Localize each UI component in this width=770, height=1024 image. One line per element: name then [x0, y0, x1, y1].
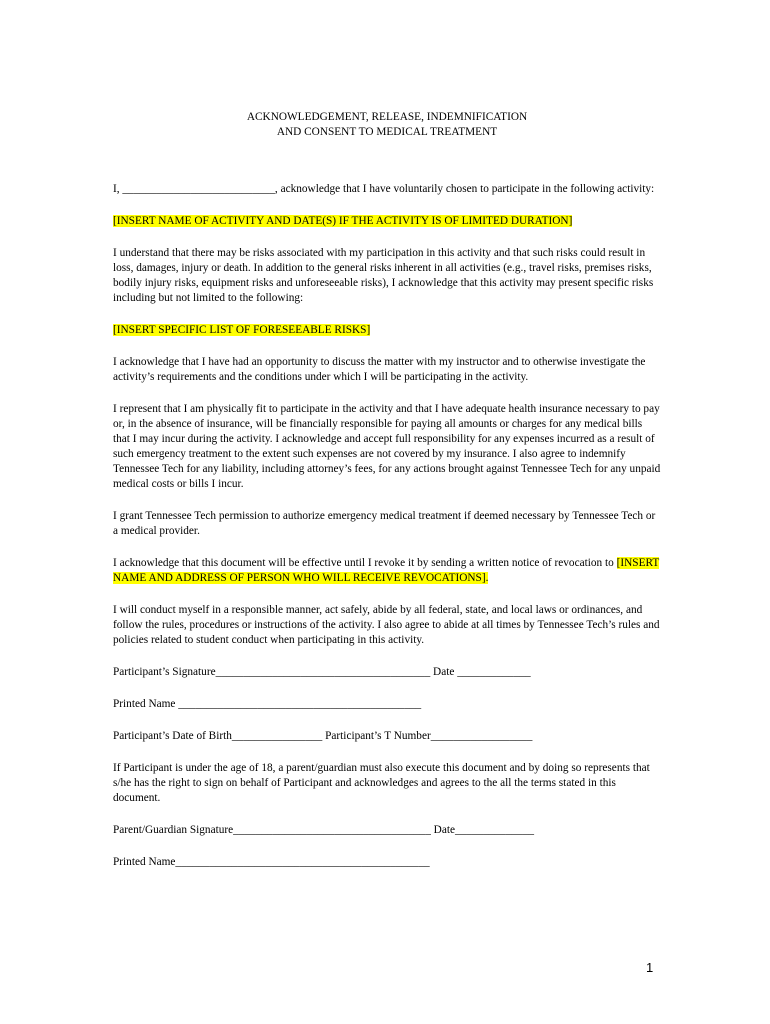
conduct-paragraph: I will conduct myself in a responsible manner, act safely, abide by all federal, state, and local laws or ordinances, and follow the rules, procedures or instructions of the activity. I also agree to abide at all times by Tennessee Tech’s rules and policies related to student conduct when participating in this activity. [113, 604, 660, 646]
printed-name-line-1[interactable]: Printed Name ___________________________________________ [113, 698, 422, 710]
intro-paragraph: I, ___________________________, acknowledge that I have voluntarily chosen to participate in the following activity: [113, 183, 655, 195]
minor-paragraph: If Participant is under the age of 18, a parent/guardian must also execute this document and by doing so represents that s/he has the right to sign on behalf of Participant and acknowledges and agrees to the all the terms stated in this document. [113, 762, 650, 804]
title-line-1: ACKNOWLEDGEMENT, RELEASE, INDEMNIFICATION [246, 111, 528, 123]
risks-paragraph: I understand that there may be risks associated with my participation in this activity and that such risks could result in loss, damages, injury or death. In addition to the general risks inherent in all activities (e.g., travel risks, premises risks, bodily injury risks, equipment risks and unforeseeable risks), I acknowledge that this activity may present specific risks including but not limited to the following: [113, 247, 654, 304]
title-line-2: AND CONSENT TO MEDICAL TREATMENT [276, 126, 498, 138]
revocation-placeholder-text: [INSERT NAME AND ADDRESS OF PERSON WHO WILL RECEIVE REVOCATIONS]. [113, 557, 660, 584]
discuss-paragraph: I acknowledge that I have had an opportunity to discuss the matter with my instructor and to otherwise investigate the activity’s requirements and the conditions under which I will be participating in the activity. [113, 356, 646, 383]
activity-placeholder [113, 214, 661, 229]
fitness-paragraph: I represent that I am physically fit to participate in the activity and that I have adequate health insurance necessary to pay or, in the absence of insurance, will be financially responsible for paying all amounts or charges for any medical bills that I may incur during the activity. I acknowledge and accept full responsibility for any expenses incurred as a result of such emergency treatment to the extent such expenses are not covered by my insurance. I also agree to indemnify Tennessee Tech for any liability, including attorney’s fees, for any actions brought against Tennessee Tech for any unpaid medical costs or bills I incur. [113, 403, 661, 490]
revocation-text: I acknowledge that this document will be effective until I revoke it by sending a written notice of revocation to [113, 557, 617, 569]
risks-placeholder-text: [INSERT SPECIFIC LIST OF FORESEEABLE RISKS] [113, 324, 371, 336]
dob-tnumber-line[interactable]: Participant’s Date of Birth________________ Participant’s T Number__________________ [113, 730, 533, 742]
participant-signature-line[interactable]: Participant’s Signature______________________________________ Date _____________ [113, 666, 531, 678]
risks-placeholder [113, 323, 661, 338]
revocation-paragraph [113, 556, 661, 586]
page-number: 1 [646, 960, 654, 975]
document-body [113, 110, 661, 870]
printed-name-line-2[interactable]: Printed Name_____________________________________________ [113, 856, 430, 868]
document-title [113, 110, 661, 140]
guardian-signature-line[interactable]: Parent/Guardian Signature___________________________________ Date______________ [113, 824, 535, 836]
grant-paragraph: I grant Tennessee Tech permission to authorize emergency medical treatment if deemed necessary by Tennessee Tech or a medical provider. [113, 510, 656, 537]
activity-placeholder-text: [INSERT NAME OF ACTIVITY AND DATE(S) IF THE ACTIVITY IS OF LIMITED DURATION] [113, 215, 573, 227]
